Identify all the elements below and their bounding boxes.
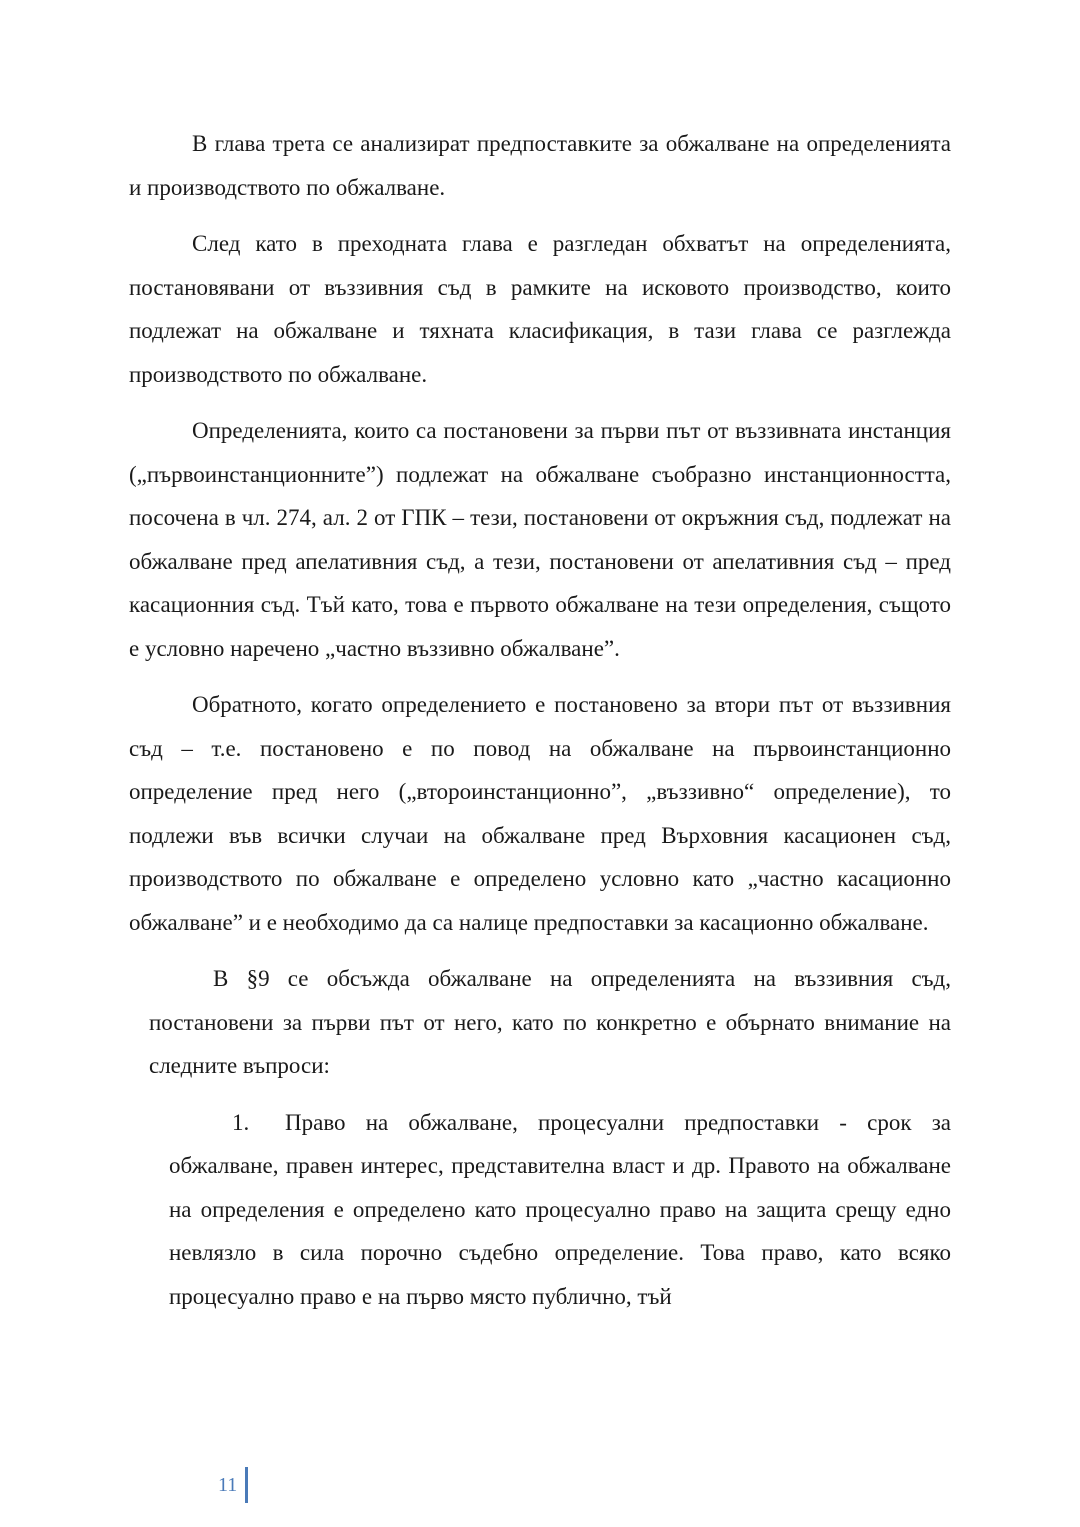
page-number: 11 [218,1473,238,1496]
document-body [129,122,951,1318]
paragraph-2: След като в преходната глава е разгледан обхватът на определенията, постановявани от въззивния съд в рамките на исковото производство, които подлежат на обжалване и тяхната класификация, в тази глава се разглежда производството по обжалване. [129,231,951,387]
numbered-list [169,1101,951,1319]
list-item [169,1101,951,1319]
paragraph-4: Обратното, когато определението е постановено за втори път от въззивния съд – т.е. постановено е по повод на обжалване на първоинстанционно определение пред него („второинстанционно”, „въззивно“ определение), то подлежи във всички случаи на обжалване пред Върховния касационен съд, производството по обжалване е определено условно като „частно касационно обжалване” и е необходимо да са налице предпоставки за касационно обжалване. [129,692,951,935]
list-item-number: 1. [232,1109,250,1135]
page-footer [218,1465,248,1505]
list-item-text: Право на обжалване, процесуални предпоставки - срок за обжалване, правен интерес, представителна власт и др. Правото на обжалване на определения е определено като процесуално право на защита срещу едно невлязло в сила порочно съдебно определение. Това право, като всяко процесуално право е на първо място публично, тъй [169,1109,951,1309]
footer-bar [245,1467,248,1503]
section-paragraph: В §9 се обсъжда обжалване на определенията на въззивния съд, постановени за първи път от него, като по конкретно е обърнато внимание на следните въпроси: [149,966,951,1078]
paragraph-3: Определенията, които са постановени за първи път от въззивната инстанция („първоинстанционните”) подлежат на обжалване съобразно инстанционността, посочена в чл. 274, ал. 2 от ГПК – тези, постановени от окръжния съд, подлежат на обжалване пред апелативния съд, а тези, постановени от апелативния съд – пред касационния съд. Тъй като, това е първото обжалване на тези определения, същото е условно наречено „частно въззивно обжалване”. [129,418,951,661]
section-intro [149,957,951,1088]
paragraph-1: В глава трета се анализират предпоставките за обжалване на определенията и производството по обжалване. [129,131,951,200]
